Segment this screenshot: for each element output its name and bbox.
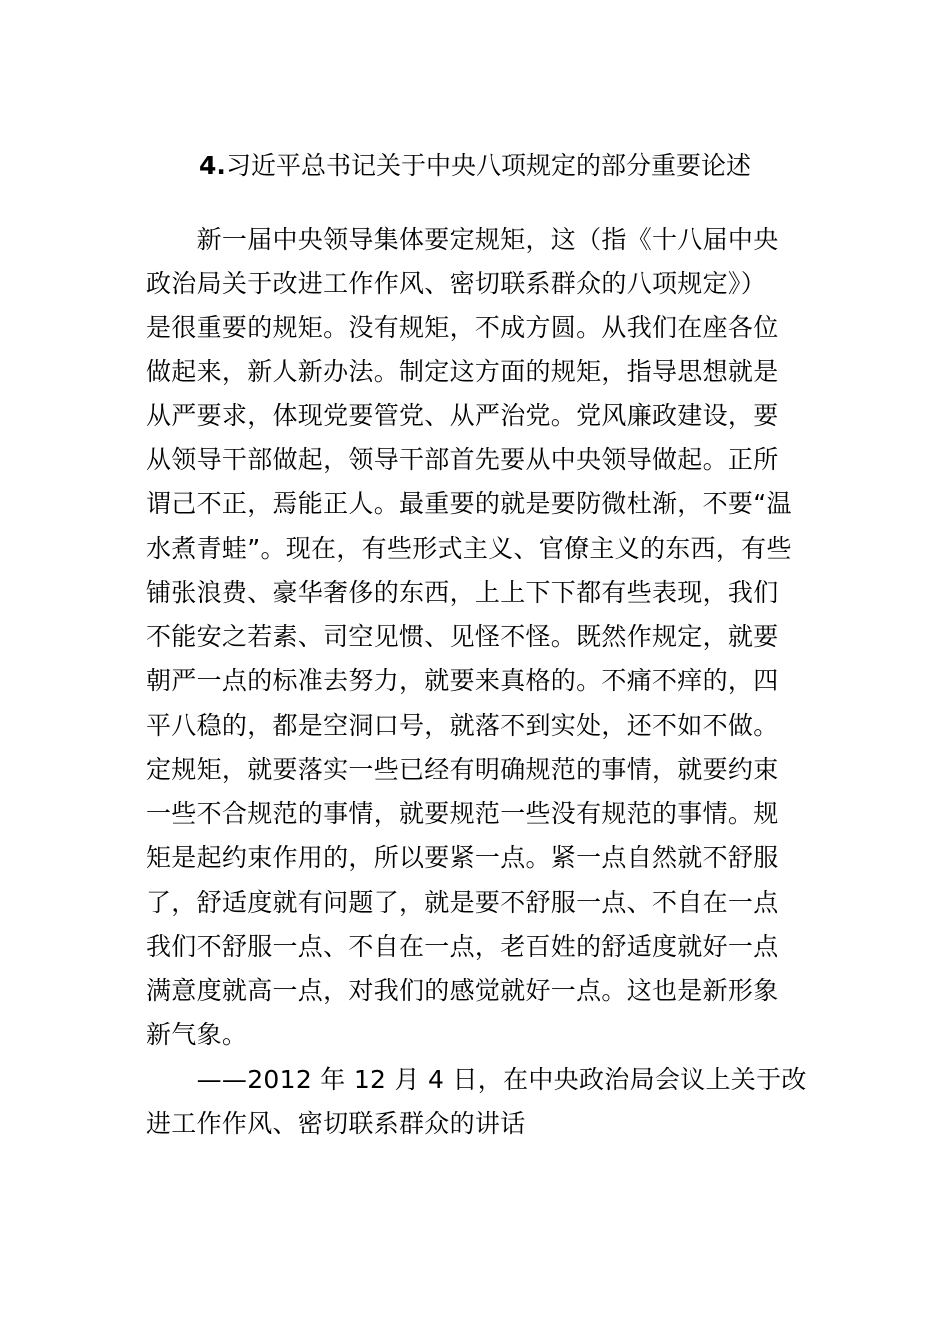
section-title — [0, 146, 950, 186]
body-line: 从严要求，体现党要管党、从严治党。党风廉政建设，要 — [146, 401, 779, 430]
source-line: 进工作作风、密切联系群众的讲话 — [146, 1109, 526, 1138]
section-number: 4. — [199, 151, 226, 180]
body-line: 满意度就高一点，对我们的感觉就好一点。这也是新形象 — [146, 976, 779, 1005]
body-line: 平八稳的，都是空洞口号，就落不到实处，还不如不做。 — [146, 711, 779, 740]
body-line: 了，舒适度就有问题了，就是要不舒服一点、不自在一点 — [146, 888, 779, 917]
body-line: 谓己不正，焉能正人。最重要的就是要防微杜渐，不要“温 — [146, 489, 792, 518]
body-line: 一些不合规范的事情，就要规范一些没有规范的事情。规 — [146, 799, 779, 828]
body-line: 铺张浪费、豪华奢侈的东西，上上下下都有些表现，我们 — [146, 578, 779, 607]
body-line: 不能安之若素、司空见惯、见怪不怪。既然作规定，就要 — [146, 622, 779, 651]
body-line: 矩是起约束作用的，所以要紧一点。紧一点自然就不舒服 — [146, 843, 779, 872]
source-line: ——2012 年 12 月 4 日，在中央政治局会议上关于改 — [146, 1065, 807, 1094]
body-line: 朝严一点的标准去努力，就要来真格的。不痛不痒的，四 — [146, 666, 779, 695]
body-line: 是很重要的规矩。没有规矩，不成方圆。从我们在座各位 — [146, 313, 779, 342]
body-line: 定规矩，就要落实一些已经有明确规范的事情，就要约束 — [146, 755, 779, 784]
body-line: 新一届中央领导集体要定规矩，这（指《十八届中央 — [146, 225, 779, 254]
body-line: 水煮青蛙”。现在，有些形式主义、官僚主义的东西，有些 — [146, 534, 792, 563]
section-title-text: 习近平总书记关于中央八项规定的部分重要论述 — [225, 151, 751, 180]
body-line: 从领导干部做起，领导干部首先要从中央领导做起。正所 — [146, 445, 779, 474]
body-line: 政治局关于改进工作作风、密切联系群众的八项规定》） — [146, 269, 767, 298]
body-line: 做起来，新人新办法。制定这方面的规矩，指导思想就是 — [146, 357, 779, 386]
body-line: 新气象。 — [146, 1020, 248, 1049]
body-line: 我们不舒服一点、不自在一点，老百姓的舒适度就好一点 — [146, 932, 779, 961]
